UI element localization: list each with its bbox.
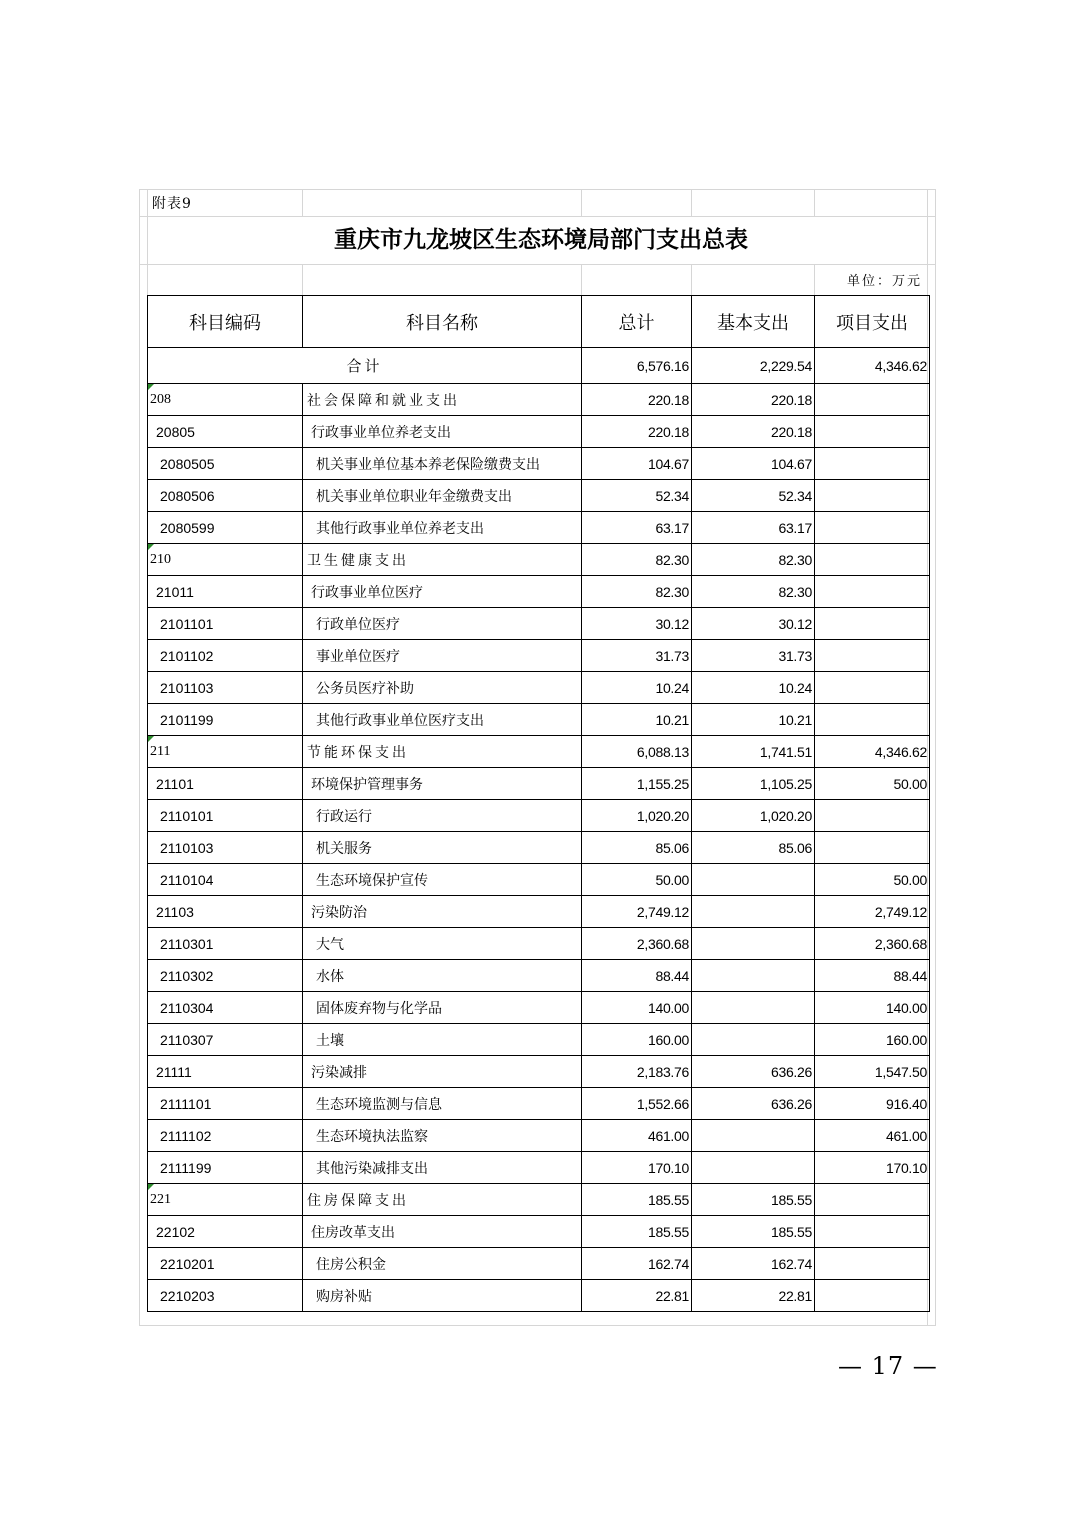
- table-row: [148, 832, 930, 864]
- row-code: 2101102: [148, 640, 303, 672]
- row-project: [815, 672, 930, 704]
- row-total: 2,360.68: [582, 928, 692, 960]
- row-project: [815, 480, 930, 512]
- table-row: [148, 800, 930, 832]
- row-total: 52.34: [582, 480, 692, 512]
- total-basic: 2,229.54: [692, 348, 815, 384]
- row-basic: [692, 992, 815, 1024]
- row-total: 140.00: [582, 992, 692, 1024]
- row-basic: 63.17: [692, 512, 815, 544]
- table-row: [148, 1280, 930, 1312]
- header-name: 科目名称: [303, 296, 582, 348]
- page-number: — 17 —: [838, 1352, 938, 1380]
- row-code: 2110307: [148, 1024, 303, 1056]
- row-code: 2110101: [148, 800, 303, 832]
- row-total: 220.18: [582, 384, 692, 416]
- row-project: [815, 704, 930, 736]
- table-row: [148, 928, 930, 960]
- row-total: 185.55: [582, 1216, 692, 1248]
- row-total: 2,749.12: [582, 896, 692, 928]
- table-row: [148, 544, 930, 576]
- row-total: 30.12: [582, 608, 692, 640]
- table-row: [148, 992, 930, 1024]
- row-project: [815, 416, 930, 448]
- row-name: 固体废弃物与化学品: [303, 992, 582, 1024]
- row-code: 2101103: [148, 672, 303, 704]
- header-basic: 基本支出: [692, 296, 815, 348]
- row-basic: 162.74: [692, 1248, 815, 1280]
- table-row: [148, 1152, 930, 1184]
- row-code: 2101101: [148, 608, 303, 640]
- table-row: [148, 864, 930, 896]
- grid-line: [691, 189, 692, 217]
- table-row: [148, 608, 930, 640]
- row-total: 104.67: [582, 448, 692, 480]
- row-basic: 30.12: [692, 608, 815, 640]
- table-row: [148, 448, 930, 480]
- row-code: 22102: [148, 1216, 303, 1248]
- row-code: 2080599: [148, 512, 303, 544]
- row-project: [815, 1280, 930, 1312]
- row-name: 行政单位医疗: [303, 608, 582, 640]
- row-code: 2110104: [148, 864, 303, 896]
- row-project: [815, 1216, 930, 1248]
- row-basic: 10.24: [692, 672, 815, 704]
- row-project: [815, 832, 930, 864]
- row-code: 2110103: [148, 832, 303, 864]
- row-basic: [692, 864, 815, 896]
- row-project: 2,749.12: [815, 896, 930, 928]
- row-project: [815, 640, 930, 672]
- row-name: 购房补贴: [303, 1280, 582, 1312]
- table-row: [148, 1056, 930, 1088]
- table-row: [148, 512, 930, 544]
- table-row: [148, 416, 930, 448]
- grid-line: [139, 216, 936, 217]
- row-name: 机关服务: [303, 832, 582, 864]
- row-name: 污染防治: [303, 896, 582, 928]
- unit-label: 单位：万元: [846, 274, 922, 289]
- row-code: 2210201: [148, 1248, 303, 1280]
- table-row: [148, 768, 930, 800]
- row-basic: [692, 928, 815, 960]
- row-project: [815, 384, 930, 416]
- row-basic: 1,741.51: [692, 736, 815, 768]
- row-name: 环境保护管理事务: [303, 768, 582, 800]
- row-code: 21103: [148, 896, 303, 928]
- row-project: 50.00: [815, 768, 930, 800]
- row-code: 2111102: [148, 1120, 303, 1152]
- table-row: [148, 704, 930, 736]
- row-code: 208: [148, 384, 303, 416]
- row-basic: 10.21: [692, 704, 815, 736]
- row-total: 82.30: [582, 576, 692, 608]
- row-project: [815, 1248, 930, 1280]
- row-code: 21011: [148, 576, 303, 608]
- row-basic: 82.30: [692, 576, 815, 608]
- row-basic: [692, 1120, 815, 1152]
- row-code: 21111: [148, 1056, 303, 1088]
- row-name: 污染减排: [303, 1056, 582, 1088]
- row-basic: 636.26: [692, 1056, 815, 1088]
- row-basic: [692, 896, 815, 928]
- row-project: 88.44: [815, 960, 930, 992]
- row-name: 土壤: [303, 1024, 582, 1056]
- row-code: 2080506: [148, 480, 303, 512]
- row-project: 160.00: [815, 1024, 930, 1056]
- row-project: [815, 576, 930, 608]
- row-basic: 104.67: [692, 448, 815, 480]
- table-row: [148, 384, 930, 416]
- header-row: [148, 296, 930, 348]
- row-basic: 82.30: [692, 544, 815, 576]
- table-row: [148, 1248, 930, 1280]
- row-basic: [692, 1024, 815, 1056]
- row-name: 机关事业单位基本养老保险缴费支出: [303, 448, 582, 480]
- row-code: 2110304: [148, 992, 303, 1024]
- row-project: [815, 1184, 930, 1216]
- row-name: 生态环境保护宣传: [303, 864, 582, 896]
- row-project: 140.00: [815, 992, 930, 1024]
- attachment-label: 附表9: [152, 196, 192, 212]
- row-total: 88.44: [582, 960, 692, 992]
- row-name: 行政运行: [303, 800, 582, 832]
- grid-line: [302, 189, 303, 217]
- row-name: 行政事业单位养老支出: [303, 416, 582, 448]
- row-name: 公务员医疗补助: [303, 672, 582, 704]
- row-basic: 31.73: [692, 640, 815, 672]
- row-total: 1,020.20: [582, 800, 692, 832]
- row-name: 住房改革支出: [303, 1216, 582, 1248]
- row-name: 社会保障和就业支出: [303, 384, 582, 416]
- row-total: 31.73: [582, 640, 692, 672]
- grid-line: [302, 264, 303, 295]
- row-name: 生态环境监测与信息: [303, 1088, 582, 1120]
- row-project: 461.00: [815, 1120, 930, 1152]
- header-project: 项目支出: [815, 296, 930, 348]
- row-name: 其他污染减排支出: [303, 1152, 582, 1184]
- header-code: 科目编码: [148, 296, 303, 348]
- row-basic: 185.55: [692, 1216, 815, 1248]
- row-name: 其他行政事业单位医疗支出: [303, 704, 582, 736]
- expenditure-table: [147, 295, 930, 1312]
- row-name: 机关事业单位职业年金缴费支出: [303, 480, 582, 512]
- row-total: 50.00: [582, 864, 692, 896]
- row-basic: 185.55: [692, 1184, 815, 1216]
- row-basic: 52.34: [692, 480, 815, 512]
- row-code: 2210203: [148, 1280, 303, 1312]
- grid-line: [581, 189, 582, 217]
- table-row: [148, 672, 930, 704]
- table-row: [148, 736, 930, 768]
- row-name: 水体: [303, 960, 582, 992]
- row-name: 生态环境执法监察: [303, 1120, 582, 1152]
- row-project: [815, 448, 930, 480]
- row-total: 10.21: [582, 704, 692, 736]
- row-name: 其他行政事业单位养老支出: [303, 512, 582, 544]
- header-total: 总计: [582, 296, 692, 348]
- row-basic: 220.18: [692, 416, 815, 448]
- row-total: 22.81: [582, 1280, 692, 1312]
- table-row: [148, 1120, 930, 1152]
- table-row: [148, 1024, 930, 1056]
- row-total: 170.10: [582, 1152, 692, 1184]
- row-name: 住房公积金: [303, 1248, 582, 1280]
- row-basic: 220.18: [692, 384, 815, 416]
- row-basic: 22.81: [692, 1280, 815, 1312]
- row-total: 1,155.25: [582, 768, 692, 800]
- row-total: 160.00: [582, 1024, 692, 1056]
- row-total: 85.06: [582, 832, 692, 864]
- grid-line: [814, 264, 815, 295]
- grid-line: [139, 264, 936, 265]
- row-total: 63.17: [582, 512, 692, 544]
- row-code: 2111199: [148, 1152, 303, 1184]
- row-basic: 636.26: [692, 1088, 815, 1120]
- row-code: 2110302: [148, 960, 303, 992]
- row-project: 170.10: [815, 1152, 930, 1184]
- table-row: [148, 960, 930, 992]
- grid-line: [691, 264, 692, 295]
- row-name: 卫生健康支出: [303, 544, 582, 576]
- row-project: 1,547.50: [815, 1056, 930, 1088]
- row-project: [815, 512, 930, 544]
- row-total: 1,552.66: [582, 1088, 692, 1120]
- row-total: 82.30: [582, 544, 692, 576]
- row-code: 2101199: [148, 704, 303, 736]
- total-project: 4,346.62: [815, 348, 930, 384]
- row-basic: [692, 960, 815, 992]
- row-total: 220.18: [582, 416, 692, 448]
- row-total: 2,183.76: [582, 1056, 692, 1088]
- table-row: [148, 896, 930, 928]
- row-total: 6,088.13: [582, 736, 692, 768]
- row-name: 行政事业单位医疗: [303, 576, 582, 608]
- row-name: 大气: [303, 928, 582, 960]
- row-code: 210: [148, 544, 303, 576]
- row-code: 20805: [148, 416, 303, 448]
- cell-comment-marker: [148, 1184, 154, 1190]
- row-project: 2,360.68: [815, 928, 930, 960]
- row-name: 事业单位医疗: [303, 640, 582, 672]
- row-code: 211: [148, 736, 303, 768]
- table-row: [148, 640, 930, 672]
- row-project: [815, 608, 930, 640]
- row-project: [815, 800, 930, 832]
- total-total: 6,576.16: [582, 348, 692, 384]
- total-row: [148, 348, 930, 384]
- row-code: 2080505: [148, 448, 303, 480]
- cell-comment-marker: [148, 544, 154, 550]
- row-project: 916.40: [815, 1088, 930, 1120]
- row-code: 2111101: [148, 1088, 303, 1120]
- page-title: 重庆市九龙坡区生态环境局部门支出总表: [334, 226, 748, 253]
- table-row: [148, 1216, 930, 1248]
- total-label: 合计: [148, 348, 582, 384]
- row-name: 节能环保支出: [303, 736, 582, 768]
- row-basic: 1,105.25: [692, 768, 815, 800]
- table-row: [148, 576, 930, 608]
- row-project: 50.00: [815, 864, 930, 896]
- row-code: 21101: [148, 768, 303, 800]
- table-row: [148, 1184, 930, 1216]
- row-code: 2110301: [148, 928, 303, 960]
- row-code: 221: [148, 1184, 303, 1216]
- row-project: 4,346.62: [815, 736, 930, 768]
- table-row: [148, 480, 930, 512]
- grid-line: [814, 189, 815, 217]
- cell-comment-marker: [148, 384, 154, 390]
- row-name: 住房保障支出: [303, 1184, 582, 1216]
- row-basic: [692, 1152, 815, 1184]
- table-row: [148, 1088, 930, 1120]
- grid-line: [581, 264, 582, 295]
- row-total: 10.24: [582, 672, 692, 704]
- row-project: [815, 544, 930, 576]
- row-basic: 1,020.20: [692, 800, 815, 832]
- row-total: 461.00: [582, 1120, 692, 1152]
- row-total: 185.55: [582, 1184, 692, 1216]
- cell-comment-marker: [148, 736, 154, 742]
- row-basic: 85.06: [692, 832, 815, 864]
- row-total: 162.74: [582, 1248, 692, 1280]
